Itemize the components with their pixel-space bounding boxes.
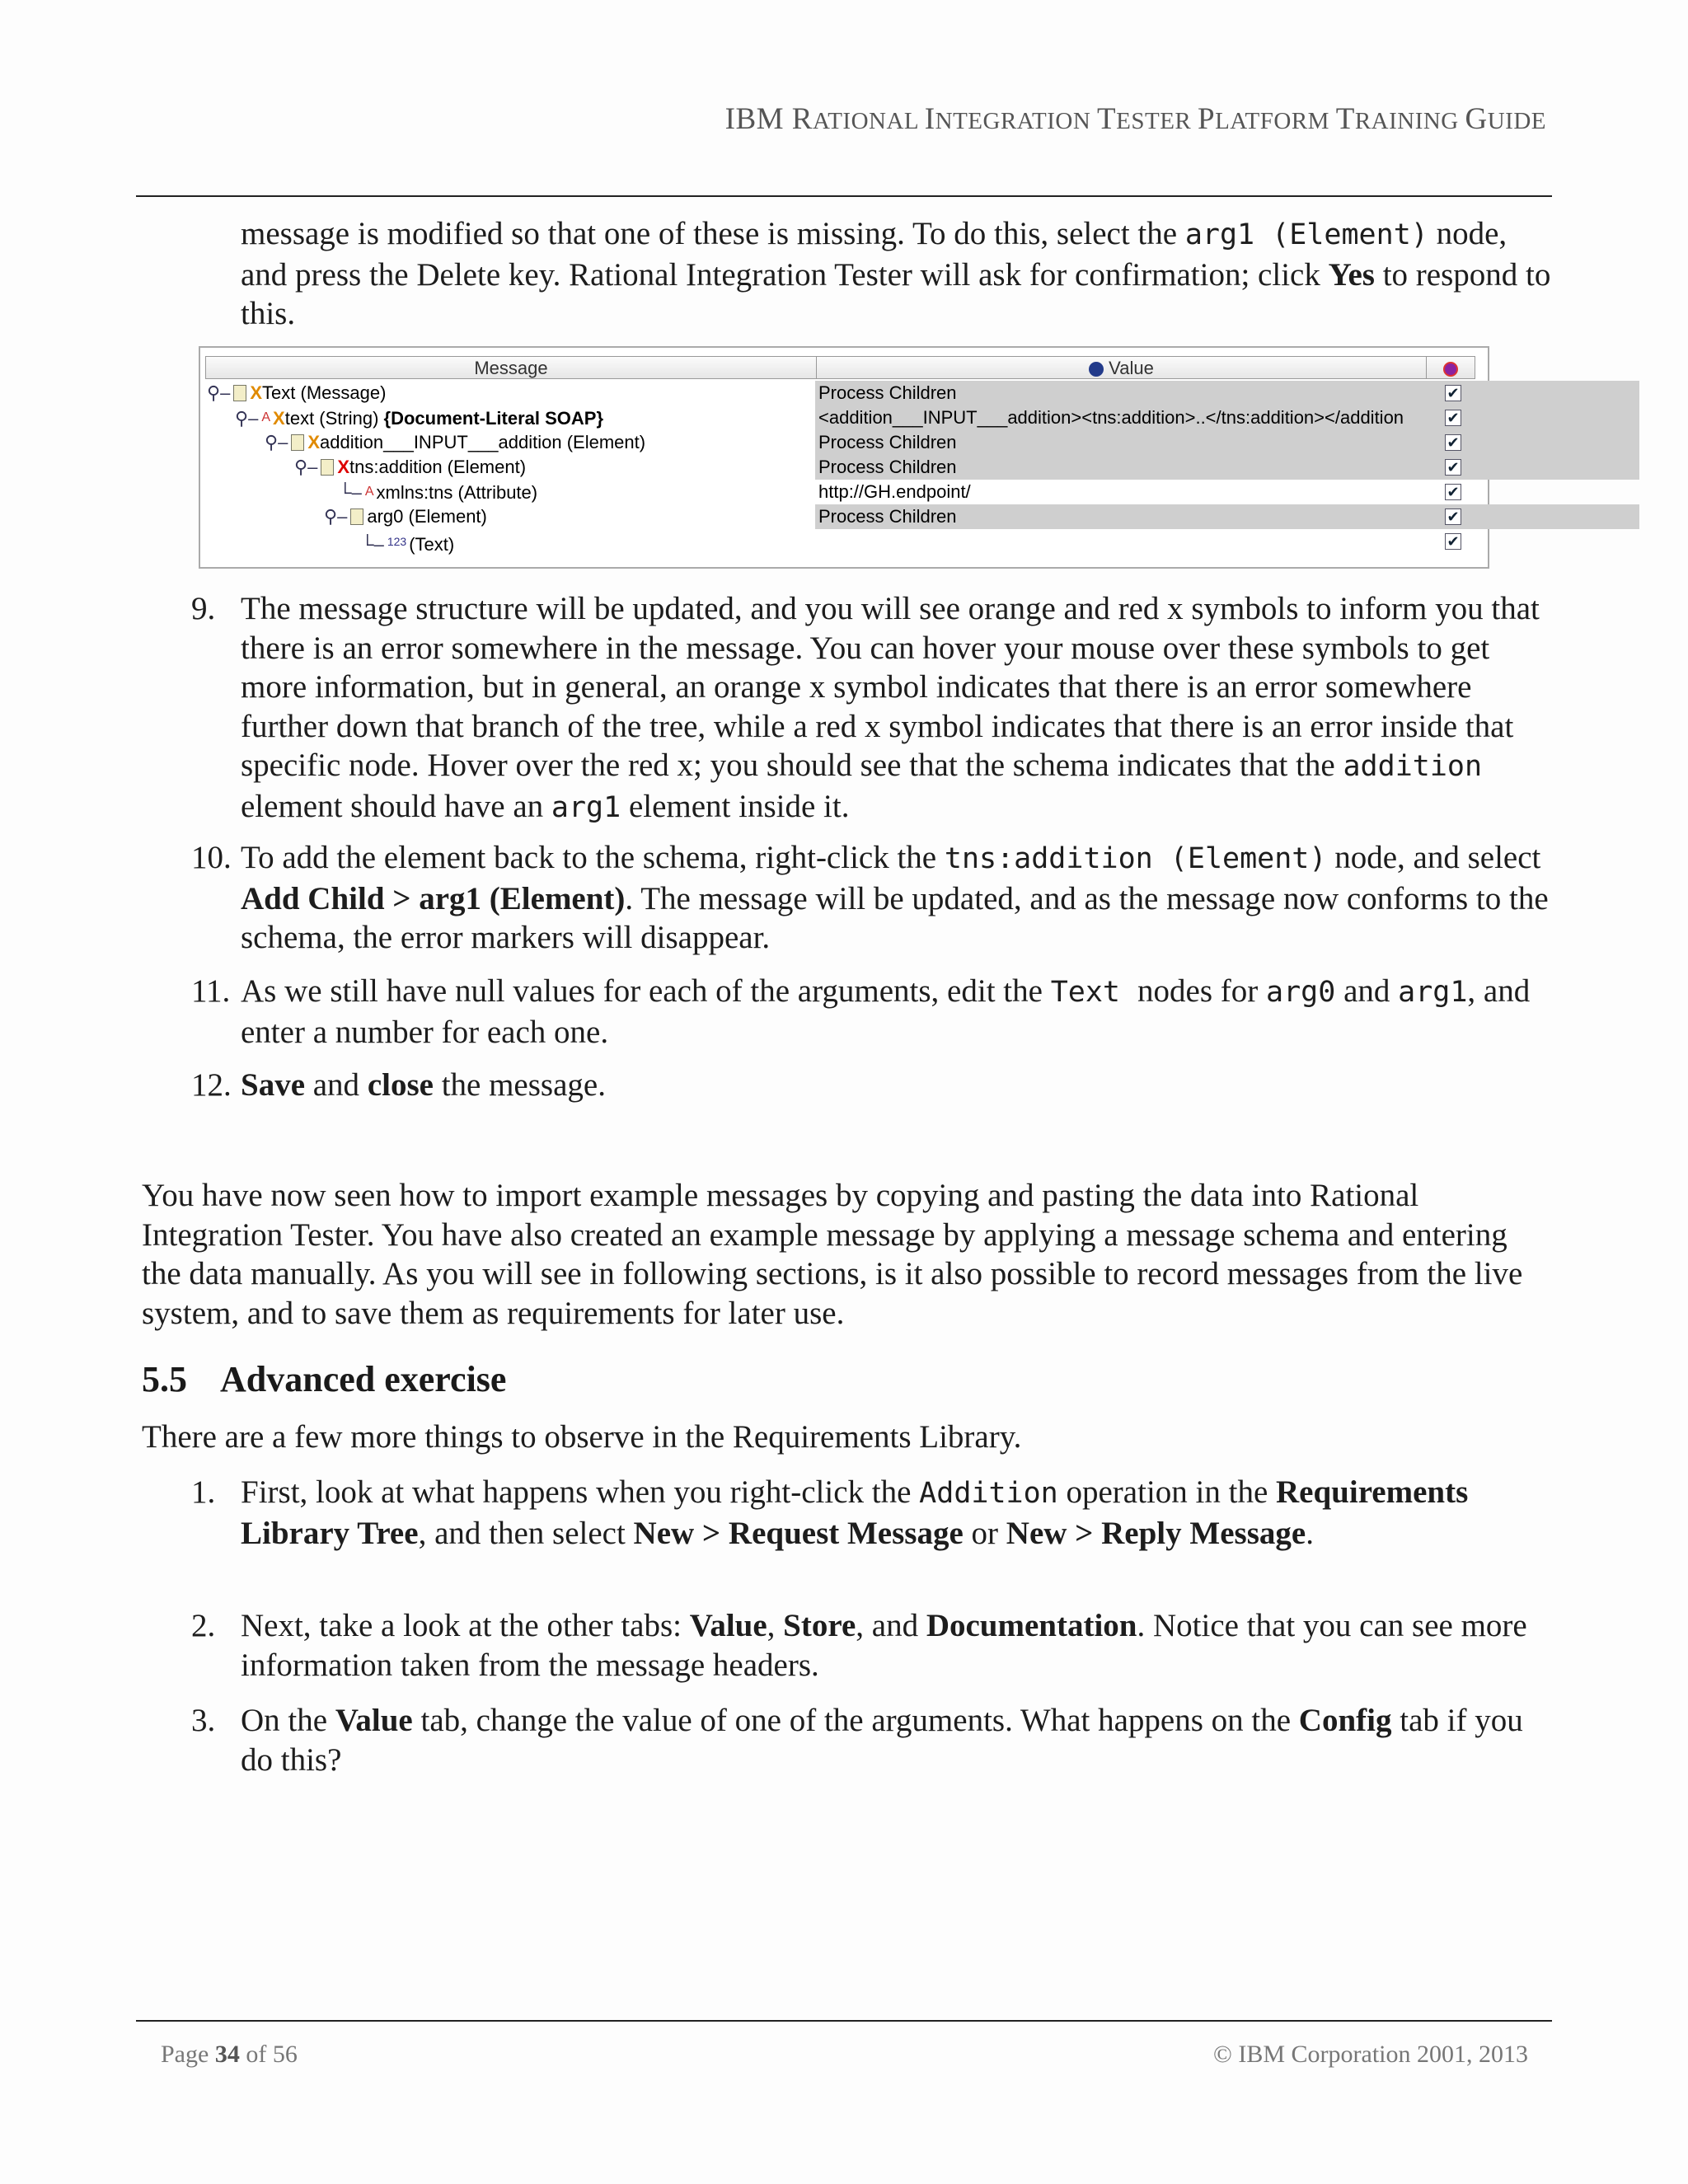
bold-text: Config — [1298, 1703, 1392, 1738]
text: To add the element back to the schema, right-click the — [241, 840, 945, 875]
node-value[interactable]: <addition___INPUT___addition><tns:addition>..</tns:addition></addition — [815, 405, 1639, 430]
page-number — [161, 2041, 298, 2069]
list-number: 12. — [191, 1067, 232, 1103]
text: As we still have null values for each of the arguments, edit the — [241, 973, 1051, 1009]
enabled-checkbox[interactable]: ✔ — [1445, 484, 1461, 500]
node-value[interactable] — [815, 529, 1639, 554]
element-icon — [291, 434, 304, 451]
header-text: LATFORM — [1215, 108, 1336, 134]
bold-text: Requirements Library Tree — [241, 1474, 1469, 1551]
text: First, look at what happens when you right-click the — [241, 1474, 920, 1510]
code-text: arg1 — [1398, 976, 1468, 1009]
list-item-text — [241, 972, 1551, 1052]
list-number: 1. — [191, 1474, 216, 1510]
text: node, and select — [1326, 840, 1541, 875]
node-label: (Text) — [409, 534, 455, 555]
node-value[interactable]: Process Children — [815, 455, 1639, 480]
orange-error-icon: X — [250, 382, 263, 403]
bold-text: New > Reply Message — [1006, 1515, 1306, 1551]
tree-connector-icon: └– — [339, 482, 362, 503]
code-text: tns:addition (Element) — [944, 842, 1327, 875]
column-header-value — [816, 356, 1427, 379]
intro-paragraph — [241, 214, 1551, 334]
header-rule — [136, 195, 1552, 197]
code-text: arg0 — [1266, 976, 1336, 1009]
tree-row[interactable] — [200, 381, 1486, 405]
expand-icon[interactable]: ⚲– — [207, 382, 231, 403]
expand-icon[interactable]: ⚲– — [265, 432, 288, 452]
header-text: T — [1097, 102, 1117, 136]
number-icon: 123 — [387, 535, 407, 548]
message-icon — [233, 385, 246, 401]
node-value[interactable]: Process Children — [815, 381, 1639, 405]
node-label: xmlns:tns (Attribute) — [376, 482, 538, 503]
code-text: Text — [1050, 976, 1138, 1009]
string-icon: A — [261, 410, 271, 424]
enabled-checkbox[interactable]: ✔ — [1445, 533, 1461, 550]
footer-rule — [136, 2020, 1552, 2022]
node-label: tns:addition (Element) — [349, 457, 527, 477]
text: Page — [161, 2041, 215, 2068]
header-text: NTEGRATION — [935, 108, 1098, 134]
list-number: 11. — [191, 973, 231, 1009]
text: , and enter a number for each one. — [241, 973, 1531, 1050]
text: , and — [856, 1608, 926, 1643]
enabled-checkbox[interactable]: ✔ — [1445, 410, 1461, 426]
code-text: arg1 — [551, 790, 621, 824]
text: to respond to this. — [241, 256, 1551, 331]
bold-text: New > Request Message — [633, 1515, 964, 1551]
text: and — [305, 1067, 368, 1103]
bold-text: Save — [241, 1067, 305, 1103]
list-item-text — [241, 838, 1551, 958]
section-intro: There are a few more things to observe in the Requirements Library. — [142, 1419, 1022, 1455]
bold-text: Documentation — [926, 1608, 1137, 1643]
text: the message. — [433, 1067, 606, 1103]
text: , — [767, 1608, 784, 1643]
header-text: I — [924, 102, 935, 136]
node-value[interactable]: http://GH.endpoint/ — [818, 481, 971, 502]
list-item-text — [241, 1473, 1551, 1553]
enabled-checkbox[interactable]: ✔ — [1445, 459, 1461, 476]
text: or — [963, 1515, 1006, 1551]
list-number: 10. — [191, 840, 232, 875]
node-label: arg0 (Element) — [367, 506, 487, 527]
text: . The message will be updated, and as the message now conforms to the schema, the error markers will disappear. — [241, 880, 1549, 955]
code-text: addition — [1343, 750, 1483, 783]
text: node, and press the Delete key. Rational Integration Tester will ask for confirmation; click — [241, 216, 1507, 293]
text: nodes for — [1137, 973, 1267, 1009]
bold-text: Add Child > arg1 (Element) — [241, 880, 626, 916]
text: On the — [241, 1703, 335, 1738]
code-text: arg1 (Element) — [1184, 218, 1428, 251]
column-header-message: Message — [205, 356, 817, 379]
header-text: RAINING — [1354, 108, 1465, 134]
header-text: P — [1198, 102, 1216, 136]
node-value[interactable]: Process Children — [815, 504, 1639, 529]
code-text: Addition — [919, 1477, 1058, 1510]
red-error-icon: X — [337, 457, 350, 477]
text: The message structure will be updated, and you will see orange and red x symbols to inform you that there is an error somewhere in the message. You can hover your mouse over these symbols to get more information, but in general, an orange x symbol indicates that there is an error somewhere further down that branch of the tree, while a red x symbol indicates that there is an error inside that specific node. Hover over the red x; you should see that the schema indicates that the — [241, 591, 1540, 783]
list-item-text — [241, 1701, 1551, 1779]
tree-connector-icon: └– — [361, 534, 384, 555]
enabled-checkbox[interactable]: ✔ — [1445, 509, 1461, 525]
text: and — [1335, 973, 1399, 1009]
text: tab, change the value of one of the arguments. What happens on the — [412, 1703, 1299, 1738]
list-item-text — [241, 589, 1551, 827]
running-header — [725, 101, 1546, 137]
section-title: Advanced exercise — [220, 1359, 507, 1399]
text: element should have an — [241, 788, 551, 824]
orange-error-icon: X — [307, 432, 321, 452]
list-number: 2. — [191, 1608, 216, 1643]
element-icon — [321, 459, 334, 476]
section-heading — [142, 1358, 506, 1400]
column-header-value-label: Value — [1109, 358, 1154, 378]
column-header-enabled — [1426, 356, 1475, 379]
header-text: IBM — [724, 102, 792, 136]
node-value[interactable]: Process Children — [815, 430, 1639, 455]
bold-text: Value — [689, 1608, 767, 1643]
text: . Notice that you can see more information taken from the message headers. — [241, 1608, 1527, 1683]
text: message is modified so that one of these is missing. To do this, select the — [241, 216, 1185, 251]
expand-icon[interactable]: ⚲– — [294, 457, 318, 477]
bold-text: Value — [335, 1703, 413, 1738]
tree-row[interactable] — [200, 480, 1486, 504]
bold-text: Store — [783, 1608, 856, 1643]
expand-icon[interactable]: ⚲– — [235, 408, 259, 429]
orange-error-icon: X — [273, 408, 285, 429]
header-text: R — [791, 102, 813, 136]
value-icon — [1089, 362, 1104, 377]
node-label: addition___INPUT___addition (Element) — [320, 432, 646, 452]
header-text: T — [1335, 102, 1355, 136]
header-text: ATIONAL — [812, 108, 925, 134]
node-label-bold: {Document-Literal SOAP} — [383, 408, 604, 429]
list-item-text — [241, 1606, 1551, 1685]
section-number: 5.5 — [142, 1359, 187, 1399]
text: operation in the — [1057, 1474, 1277, 1510]
bold-text: Yes — [1328, 256, 1375, 293]
tree-row[interactable] — [200, 504, 1486, 529]
text: of 56 — [239, 2041, 298, 2068]
tree-row[interactable] — [200, 430, 1486, 455]
enabled-checkbox[interactable]: ✔ — [1445, 385, 1461, 401]
summary-paragraph: You have now seen how to import example messages by copying and pasting the data into Rational Integration Tester. You have also created an example message by applying a message schema and entering the data manually. As you will see in following sections, is it also possible to record messages from the live system, and to save them as requirements for later use. — [142, 1178, 1523, 1331]
bold-text: close — [367, 1067, 434, 1103]
list-number: 3. — [191, 1703, 216, 1738]
enabled-checkbox[interactable]: ✔ — [1445, 434, 1461, 451]
header-text: UIDE — [1487, 108, 1546, 134]
header-text: ESTER — [1116, 108, 1198, 134]
list-item-text — [241, 1066, 1551, 1105]
text: , and then select — [418, 1515, 634, 1551]
element-icon — [350, 509, 363, 525]
enabled-icon — [1443, 362, 1458, 377]
current-page: 34 — [214, 2041, 240, 2068]
tree-row[interactable] — [200, 455, 1486, 480]
list-number: 9. — [191, 591, 216, 626]
node-label: text (String) — [284, 408, 384, 429]
text: Next, take a look at the other tabs: — [241, 1608, 690, 1643]
text: . — [1306, 1515, 1314, 1551]
header-text: G — [1465, 102, 1488, 136]
node-label: Text (Message) — [262, 382, 387, 403]
expand-icon[interactable]: ⚲– — [324, 506, 348, 527]
attribute-icon: A — [364, 485, 374, 499]
tree-row[interactable] — [200, 405, 1486, 430]
message-tree-screenshot — [199, 346, 1489, 569]
copyright: © IBM Corporation 2001, 2013 — [1213, 2041, 1528, 2068]
text: tab if you do this? — [241, 1703, 1523, 1778]
text: element inside it. — [621, 788, 850, 824]
tree-row[interactable] — [200, 529, 1486, 554]
